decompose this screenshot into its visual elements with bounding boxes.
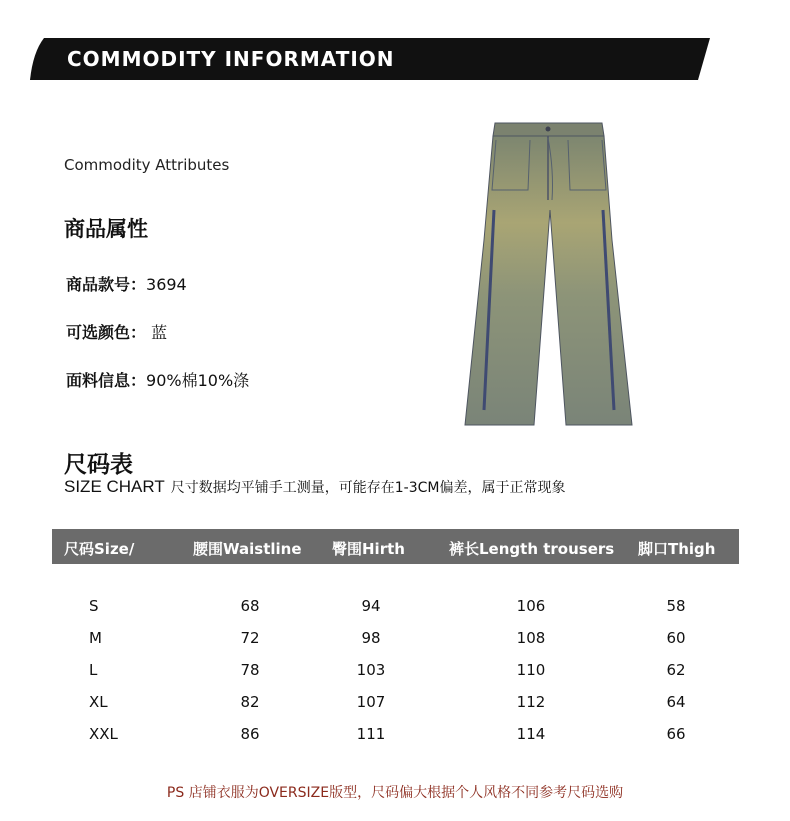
cell-hip: 94 xyxy=(361,597,381,615)
attribute-style-number xyxy=(66,272,187,295)
header-waistline: 腰围Waistline xyxy=(193,540,302,558)
attribute-color xyxy=(66,320,167,343)
cell-waist: 68 xyxy=(240,597,260,615)
cell-thigh: 62 xyxy=(666,661,686,679)
attribute-value: 蓝 xyxy=(146,323,168,342)
cell-hip: 103 xyxy=(356,661,386,679)
product-image-jeans xyxy=(462,120,638,428)
cell-size: M xyxy=(89,629,102,647)
header-size: 尺码Size/ xyxy=(64,540,135,558)
footer-note: PS 店铺衣服为OVERSIZE版型，尺码偏大根据个人风格不同参考尺码选购 xyxy=(166,785,624,801)
section-banner xyxy=(30,38,710,80)
cell-thigh: 64 xyxy=(666,693,686,711)
cell-hip: 98 xyxy=(361,629,381,647)
cell-waist: 82 xyxy=(240,693,260,711)
attribute-value: 90%棉10%涤 xyxy=(146,371,250,390)
header-length: 裤长Length trousers xyxy=(449,540,615,558)
cell-length: 110 xyxy=(516,661,546,679)
attributes-heading-en: Commodity Attributes xyxy=(64,156,230,174)
cell-length: 114 xyxy=(516,725,546,743)
attribute-value: 3694 xyxy=(146,275,187,294)
cell-size: S xyxy=(89,597,99,615)
cell-thigh: 58 xyxy=(666,597,686,615)
header-hip: 臀围Hirth xyxy=(332,540,405,558)
header-thigh: 脚口Thigh xyxy=(638,540,716,558)
cell-waist: 72 xyxy=(240,629,260,647)
cell-length: 108 xyxy=(516,629,546,647)
cell-hip: 111 xyxy=(356,725,386,743)
attribute-key: 可选颜色： xyxy=(66,323,147,342)
attribute-key: 面料信息： xyxy=(66,371,147,390)
cell-size: XXL xyxy=(89,725,118,743)
cell-thigh: 60 xyxy=(666,629,686,647)
attribute-key: 商品款号： xyxy=(66,275,147,294)
attribute-fabric xyxy=(66,368,249,391)
banner-title: COMMODITY INFORMATION xyxy=(67,47,395,71)
size-chart-title-en: SIZE CHART xyxy=(64,477,165,496)
attributes-heading-cn: 商品属性 xyxy=(64,217,148,241)
cell-waist: 86 xyxy=(240,725,260,743)
cell-waist: 78 xyxy=(240,661,260,679)
cell-thigh: 66 xyxy=(666,725,686,743)
cell-size: L xyxy=(89,661,98,679)
cell-length: 106 xyxy=(516,597,546,615)
size-chart-note: 尺寸数据均平铺手工测量，可能存在1-3CM偏差，属于正常现象 xyxy=(170,480,566,496)
size-chart-title: 尺码表 xyxy=(64,452,133,478)
size-chart-subtitle xyxy=(64,477,566,497)
cell-length: 112 xyxy=(516,693,546,711)
cell-hip: 107 xyxy=(356,693,386,711)
table-header xyxy=(52,529,739,564)
cell-size: XL xyxy=(89,693,108,711)
